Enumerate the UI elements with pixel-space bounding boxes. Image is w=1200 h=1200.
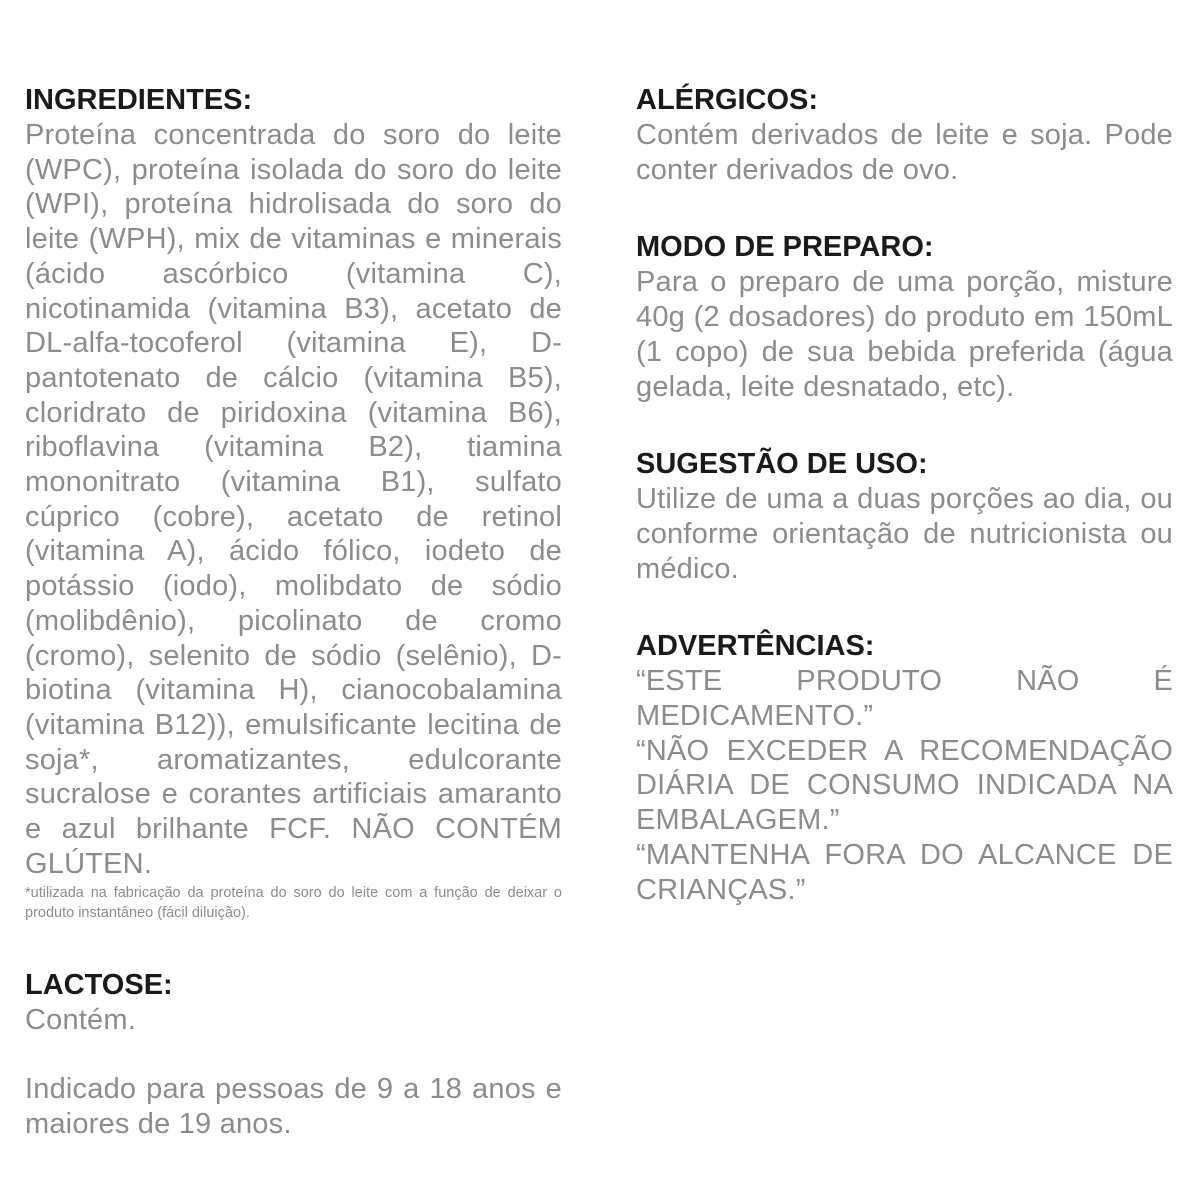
warnings-text (636, 664, 1173, 907)
preparation-heading: MODO DE PREPARO: (636, 231, 934, 264)
ingredients-footnote: *utilizada na fabricação da proteína do soro do leite com a função de deixar o produto instantâneo (fácil diluição). (25, 885, 562, 922)
usage-text: Utilize de uma a duas porções ao dia, ou conforme orientação de nutricionista ou médico. (636, 483, 1173, 585)
lactose-section (25, 967, 562, 1038)
right-column (636, 82, 1173, 907)
preparation-text: Para o preparo de uma porção, misture 40g (2 dosadores) do produto em 150mL (1 copo) de sua bebida preferida (água gelada, leite desnatado, etc). (636, 266, 1173, 403)
ingredients-heading: INGREDIENTES: (25, 84, 253, 116)
warning-do-not-exceed: “NÃO EXCEDER A RECOMENDAÇÃO DIÁRIA DE CONSUMO INDICADA NA EMBALAGEM.” (636, 734, 1173, 837)
allergens-heading: ALÉRGICOS: (636, 84, 819, 116)
usage-heading: SUGESTÃO DE USO: (636, 448, 928, 481)
warning-not-medicine: “ESTE PRODUTO NÃO É MEDICAMENTO.” (636, 665, 1173, 733)
indication-text: Indicado para pessoas de 9 a 18 anos e maiores de 19 anos. (25, 1073, 562, 1140)
allergens-text: Contém derivados de leite e soja. Pode conter derivados de ovo. (636, 119, 1173, 186)
indication-section (25, 1072, 562, 1141)
warnings-heading: ADVERTÊNCIAS: (636, 630, 875, 663)
lactose-heading: LACTOSE: (25, 969, 173, 1002)
ingredients-section (25, 82, 562, 923)
lactose-text: Contém. (25, 1004, 136, 1037)
usage-section (636, 446, 1173, 586)
allergens-section (636, 82, 1173, 187)
left-column (25, 82, 562, 1142)
ingredients-text: Proteína concentrada do soro do leite (WPC), proteína isolada do soro do leite (WPI), proteína hidrolisada do soro do leite (WPH), mix de vitaminas e minerais (ácido ascórbico (vitamina C), nicotinamida (vitamina B3), acetato de DL-alfa-tocoferol (vitamina E), D-pantotenato de cálcio (vitamina B5), cloridrato de piridoxina (vitamina B6), riboflavina (vitamina B2), tiamina mononitrato (vitamina B1), sulfato cúprico (cobre), acetato de retinol (vitamina A), ácido fólico, iodeto de potássio (iodo), molibdato de sódio (molibdênio), picolinato de cromo (cromo), selenito de sódio (selênio), D-biotina (vitamina H), cianocobalamina (vitamina B12)), emulsificante lecitina de soja*, aromatizantes, edulcorante sucralose e corantes artificiais amaranto e azul brilhante FCF. NÃO CONTÉM GLÚTEN. (25, 119, 562, 880)
preparation-section (636, 229, 1173, 404)
warning-keep-away-children: “MANTENHA FORA DO ALCANCE DE CRIANÇAS.” (636, 838, 1173, 906)
warnings-section (636, 628, 1173, 907)
